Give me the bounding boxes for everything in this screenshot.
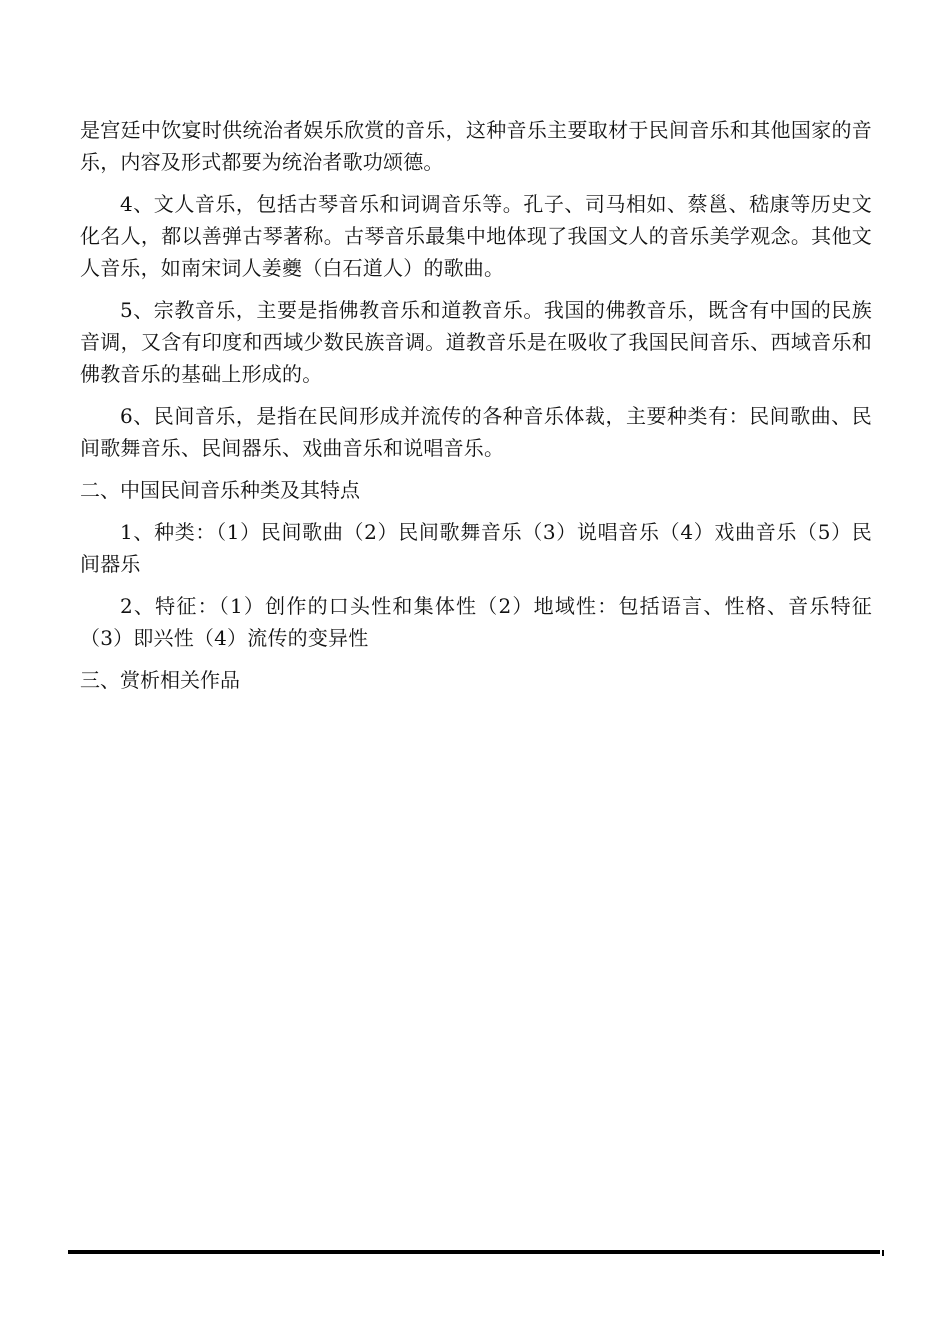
paragraph-religious-music: 5、宗教音乐，主要是指佛教音乐和道教音乐。我国的佛教音乐，既含有中国的民族音调，又含有印度和西域少数民族音调。道教音乐是在吸收了我国民间音乐、西域音乐和佛教音乐的基础上形成的。 — [80, 298, 872, 386]
section-heading-appreciation: 三、赏析相关作品 — [80, 668, 240, 692]
document-body — [80, 114, 872, 706]
paragraph-literati-music: 4、文人音乐，包括古琴音乐和词调音乐等。孔子、司马相如、蔡邕、嵇康等历史文化名人，都以善弹古琴著称。古琴音乐最集中地体现了我国文人的音乐美学观念。其他文人音乐，如南宋词人姜夔（白石道人）的歌曲。 — [80, 192, 872, 280]
list-item-features: 2、特征：（1）创作的口头性和集体性（2）地域性：包括语言、性格、音乐特征（3）即兴性（4）流传的变异性 — [80, 594, 872, 650]
paragraph-folk-music: 6、民间音乐，是指在民间形成并流传的各种音乐体裁，主要种类有：民间歌曲、民间歌舞音乐、民间器乐、戏曲音乐和说唱音乐。 — [80, 404, 872, 460]
list-item-types: 1、种类：（1）民间歌曲（2）民间歌舞音乐（3）说唱音乐（4）戏曲音乐（5）民间器乐 — [80, 520, 872, 576]
footer-divider — [68, 1250, 880, 1254]
footer-divider-tick — [882, 1250, 884, 1256]
section-heading-folk-music-types: 二、中国民间音乐种类及其特点 — [80, 478, 360, 502]
paragraph-court-music-continued: 是宫廷中饮宴时供统治者娱乐欣赏的音乐，这种音乐主要取材于民间音乐和其他国家的音乐，内容及形式都要为统治者歌功颂德。 — [80, 118, 872, 174]
